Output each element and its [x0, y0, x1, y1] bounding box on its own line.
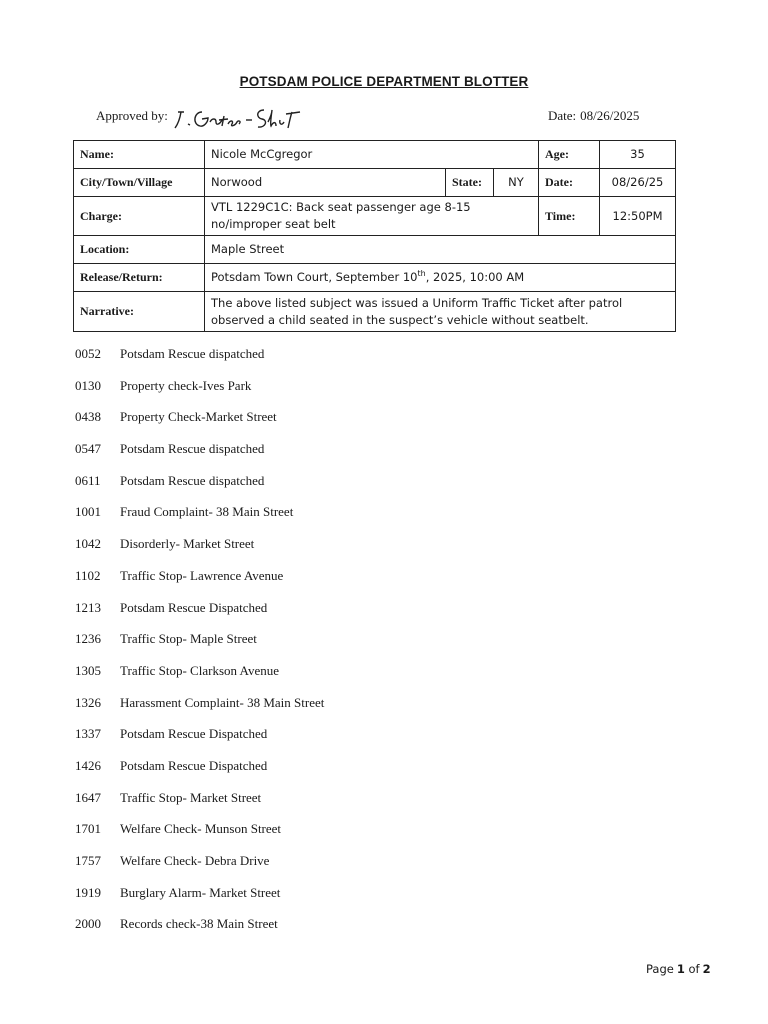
log-entry	[75, 663, 324, 695]
log-description: Potsdam Rescue dispatched	[120, 472, 265, 488]
log-description: Records check-38 Main Street	[120, 916, 278, 932]
page-title: POTSDAM POLICE DEPARTMENT BLOTTER	[239, 74, 529, 89]
log-description: Potsdam Rescue Dispatched	[120, 757, 268, 773]
log-time: 0547	[75, 441, 101, 457]
charge-value: VTL 1229C1C: Back seat passenger age 8-15 no/improper seat belt	[205, 197, 539, 236]
log-description: Harassment Complaint- 38 Main Street	[120, 694, 325, 710]
log-time: 1326	[75, 694, 101, 710]
log-description: Burglary Alarm- Market Street	[120, 884, 281, 900]
log-time: 1001	[75, 504, 101, 520]
record-date-label: Date:	[539, 169, 600, 197]
log-time: 1236	[75, 631, 101, 647]
log-entry	[75, 695, 324, 727]
log-entry	[75, 473, 324, 505]
log-time: 1213	[75, 599, 101, 615]
log-entry	[75, 853, 324, 885]
log-entry	[75, 600, 324, 632]
log-entry	[75, 885, 324, 917]
record-date-value: 08/26/25	[600, 169, 676, 197]
date-value: 08/26/2025	[580, 108, 640, 123]
log-description: Disorderly- Market Street	[120, 536, 255, 552]
narrative-value: The above listed subject was issued a Uniform Traffic Ticket after patrol observed a child seated in the suspect’s vehicle without seatbelt.	[205, 292, 676, 332]
log-description: Potsdam Rescue dispatched	[120, 441, 265, 457]
log-time: 1919	[75, 884, 101, 900]
log-time: 1647	[75, 789, 101, 805]
log-description: Property Check-Market Street	[120, 409, 277, 425]
state-value: NY	[494, 169, 539, 197]
log-entry	[75, 568, 324, 600]
log-entry	[75, 821, 324, 853]
state-label: State:	[446, 169, 494, 197]
signature	[172, 100, 302, 134]
name-label: Name:	[74, 141, 205, 169]
time-value: 12:50PM	[600, 197, 676, 236]
release-label: Release/Return:	[74, 264, 205, 292]
log-time: 1042	[75, 536, 101, 552]
log-description: Fraud Complaint- 38 Main Street	[120, 504, 294, 520]
log-description: Traffic Stop- Lawrence Avenue	[120, 567, 284, 583]
log-description: Potsdam Rescue Dispatched	[120, 599, 268, 615]
log-time: 0438	[75, 409, 101, 425]
narrative-label: Narrative:	[74, 292, 205, 332]
log-time: 1337	[75, 726, 101, 742]
location-label: Location:	[74, 236, 205, 264]
release-value: Potsdam Town Court, September 10th, 2025, 10:00 AM	[205, 264, 676, 292]
log-entry	[75, 409, 324, 441]
log-time: 1426	[75, 757, 101, 773]
log-description: Traffic Stop- Market Street	[120, 789, 262, 805]
log-time: 0611	[75, 472, 101, 488]
log-entry	[75, 504, 324, 536]
charge-label: Charge:	[74, 197, 205, 236]
location-value: Maple Street	[205, 236, 676, 264]
log-time: 1757	[75, 853, 101, 868]
log-time: 0052	[75, 346, 101, 361]
age-label: Age:	[539, 141, 600, 169]
log-entry	[75, 916, 324, 948]
log-description: Traffic Stop- Clarkson Avenue	[120, 662, 279, 678]
log-entry	[75, 790, 324, 822]
approved-by-label: Approved by:	[96, 108, 168, 123]
log-description: Welfare Check- Munson Street	[120, 821, 282, 837]
log-entry	[75, 536, 324, 568]
log-entry	[75, 758, 324, 790]
log-description: Potsdam Rescue Dispatched	[120, 726, 268, 742]
log-description: Potsdam Rescue dispatched	[120, 346, 265, 361]
dispatch-log	[75, 346, 324, 948]
log-time: 0130	[75, 377, 101, 393]
age-value: 35	[600, 141, 676, 169]
log-time: 1701	[75, 821, 101, 837]
time-label: Time:	[539, 197, 600, 236]
city-value: Norwood	[205, 169, 446, 197]
log-description: Welfare Check- Debra Drive	[120, 853, 270, 868]
name-value: Nicole McCgregor	[205, 141, 539, 169]
log-time: 1305	[75, 662, 101, 678]
log-entry	[75, 441, 324, 473]
city-label: City/Town/Village	[74, 169, 205, 197]
log-entry	[75, 346, 324, 378]
log-time: 2000	[75, 916, 101, 932]
log-entry	[75, 631, 324, 663]
date-label: Date:	[548, 108, 577, 123]
log-entry	[75, 726, 324, 758]
log-description: Traffic Stop- Maple Street	[120, 631, 257, 647]
page-number: Page 1 of 2	[646, 962, 711, 976]
log-description: Property check-Ives Park	[120, 377, 252, 393]
log-entry	[75, 378, 324, 410]
incident-record-table	[73, 140, 676, 332]
log-time: 1102	[75, 567, 101, 583]
blotter-date	[548, 108, 639, 124]
